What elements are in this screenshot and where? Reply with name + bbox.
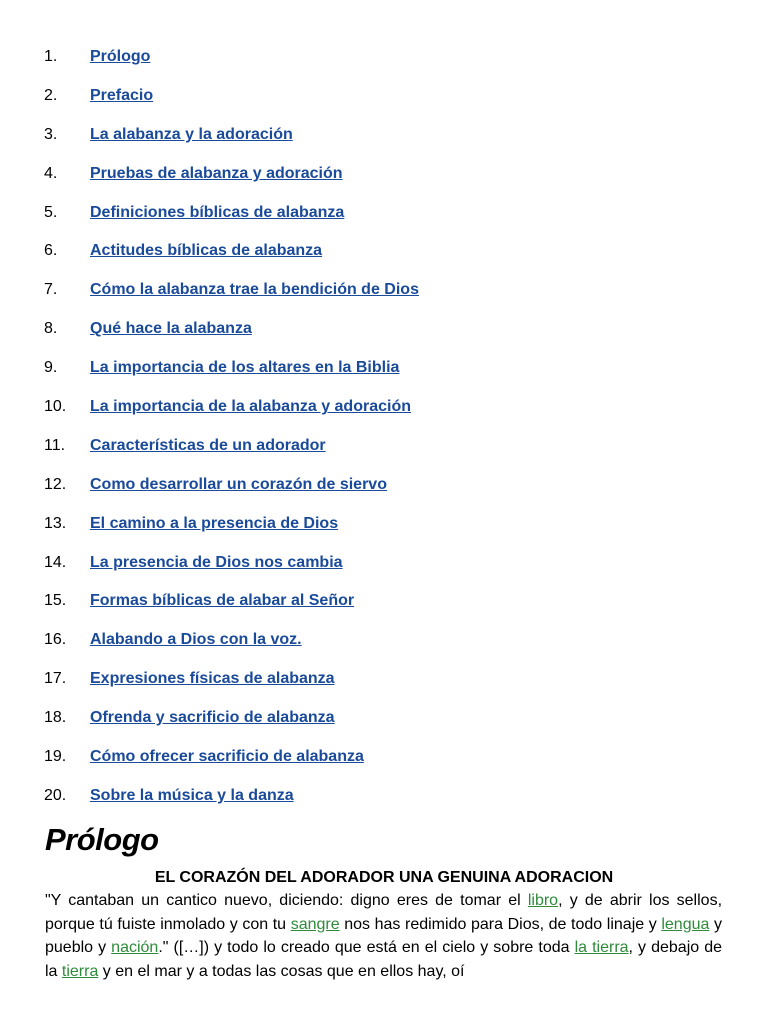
- toc-link-ofrenda[interactable]: Ofrenda y sacrificio de alabanza: [90, 709, 335, 727]
- toc-link-prefacio[interactable]: Prefacio: [90, 86, 154, 104]
- toc-item: [0, 238, 768, 277]
- paragraph-text: nos has redimido para Dios, de todo linaje y: [339, 915, 662, 933]
- toc-link-importancia[interactable]: La importancia de la alabanza y adoración: [90, 398, 411, 416]
- toc-link-formas[interactable]: Formas bíblicas de alabar al Señor: [90, 592, 355, 610]
- link-sangre[interactable]: sangre: [290, 915, 340, 933]
- toc-link-caracteristicas[interactable]: Características de un adorador: [90, 436, 326, 454]
- toc-item: [0, 550, 768, 589]
- toc-number: 20.: [44, 786, 67, 804]
- link-lengua[interactable]: lengua: [661, 915, 710, 933]
- toc-item: [0, 161, 768, 200]
- link-libro[interactable]: libro: [527, 892, 559, 909]
- toc-number: 1.: [44, 48, 58, 65]
- link-nacion[interactable]: nación: [111, 939, 159, 956]
- toc-link-alabanza-adoracion[interactable]: La alabanza y la adoración: [90, 125, 293, 143]
- toc-link-altares[interactable]: La importancia de los altares en la Biblia: [90, 359, 400, 377]
- toc-link-voz[interactable]: Alabando a Dios con la voz.: [90, 631, 302, 649]
- toc-item: [0, 394, 768, 433]
- toc-item: [0, 44, 768, 83]
- toc-number: 17.: [44, 670, 67, 688]
- body-paragraph: [45, 889, 722, 981]
- toc-item: [0, 511, 768, 550]
- toc-number: 5.: [44, 203, 58, 221]
- toc-link-que-hace[interactable]: Qué hace la alabanza: [90, 320, 252, 338]
- toc-number: 6.: [44, 242, 58, 260]
- toc-number: 11.: [44, 436, 66, 454]
- toc-number: 7.: [44, 281, 58, 299]
- toc-number: 18.: [44, 709, 67, 727]
- toc-link-definiciones[interactable]: Definiciones bíblicas de alabanza: [90, 203, 345, 221]
- toc-number: 8.: [44, 320, 58, 338]
- toc-number: 19.: [44, 748, 67, 766]
- toc-link-siervo[interactable]: Como desarrollar un corazón de siervo: [90, 475, 387, 493]
- paragraph-text: , y de abrir los sellos, porque tú fuiste inmolado y con tu: [45, 892, 722, 933]
- table-of-contents: [0, 44, 768, 822]
- section-title: Prólogo: [45, 822, 159, 857]
- toc-number: 13.: [44, 514, 67, 532]
- toc-link-expresiones[interactable]: Expresiones físicas de alabanza: [90, 670, 335, 688]
- toc-link-bendicion[interactable]: Cómo la alabanza trae la bendición de Dios: [90, 281, 419, 299]
- paragraph-text: "Y cantaban un cantico nuevo, diciendo: digno eres de tomar el: [45, 892, 528, 909]
- toc-link-ofrecer[interactable]: Cómo ofrecer sacrificio de alabanza: [90, 748, 364, 766]
- toc-item: [0, 627, 768, 666]
- toc-number: 16.: [44, 631, 67, 649]
- link-la-tierra[interactable]: la tierra: [574, 939, 629, 956]
- toc-item: [0, 355, 768, 394]
- toc-item: [0, 83, 768, 122]
- toc-item: [0, 122, 768, 161]
- toc-number: 15.: [44, 592, 67, 610]
- paragraph-text: ." ([…]) y todo lo creado que está en el cielo y sobre toda: [158, 939, 575, 956]
- toc-number: 14.: [44, 553, 67, 571]
- toc-item: [0, 744, 768, 783]
- toc-link-actitudes[interactable]: Actitudes bíblicas de alabanza: [90, 242, 323, 260]
- section-subtitle: EL CORAZÓN DEL ADORADOR UNA GENUINA ADORACION: [154, 869, 614, 886]
- link-tierra[interactable]: tierra: [61, 962, 99, 980]
- toc-link-musica-danza[interactable]: Sobre la música y la danza: [90, 786, 294, 804]
- paragraph-text: y en el mar y a todas las cosas que en ellos hay, oí: [98, 962, 465, 980]
- toc-item: [0, 588, 768, 627]
- toc-link-camino[interactable]: El camino a la presencia de Dios: [90, 514, 339, 532]
- toc-item: [0, 666, 768, 705]
- paragraph-text: , y debajo de la: [45, 939, 722, 980]
- toc-number: 4.: [44, 164, 58, 182]
- toc-link-prologo[interactable]: Prólogo: [90, 48, 151, 65]
- toc-item: [0, 472, 768, 511]
- toc-number: 10.: [44, 398, 67, 416]
- toc-item: [0, 783, 768, 822]
- toc-item: [0, 705, 768, 744]
- toc-number: 2.: [44, 86, 58, 104]
- toc-number: 12.: [44, 475, 67, 493]
- toc-link-presencia[interactable]: La presencia de Dios nos cambia: [90, 553, 343, 571]
- toc-item: [0, 433, 768, 472]
- toc-item: [0, 200, 768, 239]
- toc-number: 9.: [44, 359, 58, 377]
- toc-item: [0, 277, 768, 316]
- toc-item: [0, 316, 768, 355]
- paragraph-text: y pueblo y: [45, 915, 722, 956]
- toc-number: 3.: [44, 125, 58, 143]
- toc-link-pruebas[interactable]: Pruebas de alabanza y adoración: [90, 164, 343, 182]
